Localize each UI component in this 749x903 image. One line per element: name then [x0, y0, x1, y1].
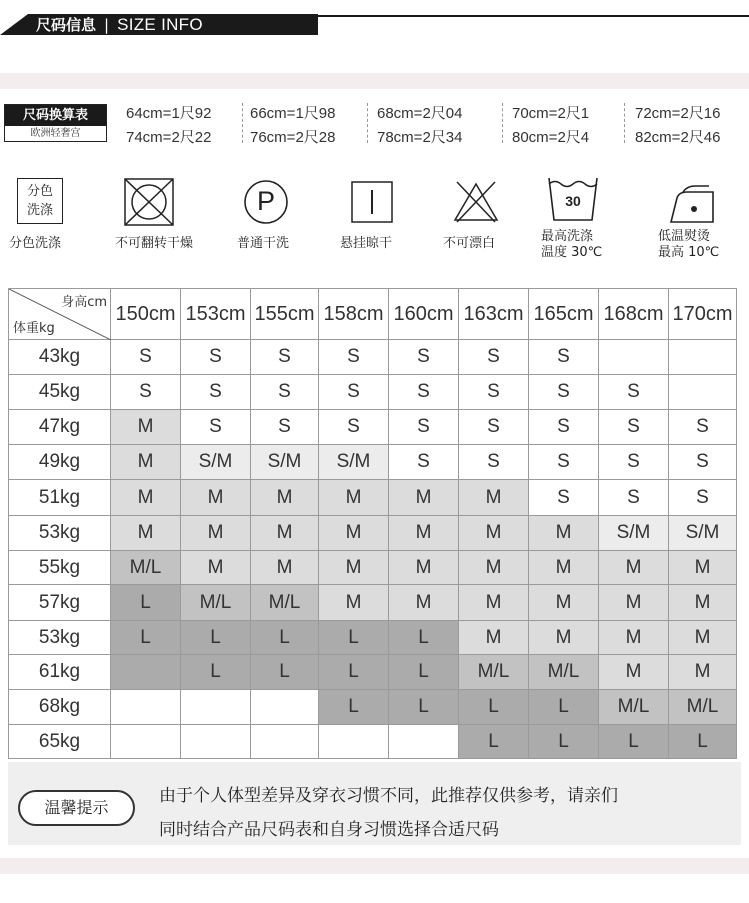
title-cn: 尺码信息 [36, 16, 97, 34]
table-corner [9, 289, 111, 340]
size-cell: S [459, 410, 529, 445]
size-cell [251, 725, 319, 759]
size-cell: M [599, 551, 669, 585]
dry-clean-icon [243, 179, 289, 229]
care-label-no-tumble-dry: 不可翻转干燥 [115, 236, 194, 251]
size-cell: M/L [669, 690, 737, 725]
care-label-wash-30-line2: 温度 30℃ [541, 245, 603, 260]
size-cell: S [529, 340, 599, 375]
size-chart-table [8, 288, 737, 759]
care-label-hang-dry: 悬挂晾干 [340, 236, 393, 251]
size-cell: S [181, 410, 251, 445]
table-row [9, 375, 737, 410]
size-cell: M [389, 516, 459, 551]
no-tumble-dry-icon [124, 178, 174, 230]
conversion-divider [624, 103, 625, 143]
size-cell: M [181, 480, 251, 516]
size-cell: S [111, 340, 181, 375]
size-cell: S [319, 340, 389, 375]
size-cell: S [181, 375, 251, 410]
size-cell: S [111, 375, 181, 410]
size-cell: M [389, 585, 459, 621]
size-cell: M/L [181, 585, 251, 621]
size-cell [319, 725, 389, 759]
header-rule [318, 15, 749, 17]
size-cell [111, 725, 181, 759]
conversion-cell: 66cm=1尺98 [250, 105, 336, 122]
corner-weight-label: 体重kg [13, 321, 55, 336]
size-cell: S [389, 340, 459, 375]
conversion-cell: 70cm=2尺1 [512, 105, 590, 122]
size-cell: S [459, 445, 529, 480]
size-cell: S/M [319, 445, 389, 480]
tip-text-line1: 由于个人体型差异及穿衣习惯不同，此推荐仅供参考，请亲们 [159, 786, 618, 806]
size-cell: S [459, 375, 529, 410]
size-cell: S/M [251, 445, 319, 480]
size-cell [111, 690, 181, 725]
size-cell [389, 725, 459, 759]
size-cell: S [669, 480, 737, 516]
size-cell [251, 690, 319, 725]
size-cell: L [111, 621, 181, 655]
size-cell: S [389, 375, 459, 410]
size-cell: L [389, 621, 459, 655]
size-cell: M [459, 585, 529, 621]
size-cell: S [599, 445, 669, 480]
conversion-subtitle: 欧洲轻奢宫 [30, 128, 81, 139]
size-cell: S [599, 375, 669, 410]
separate-wash-badge-line1: 分色 [26, 184, 53, 199]
conversion-badge [4, 104, 107, 142]
size-cell: M [181, 551, 251, 585]
conversion-title: 尺码换算表 [5, 105, 106, 126]
conversion-divider [502, 103, 503, 143]
table-row [9, 655, 737, 690]
size-cell: L [459, 725, 529, 759]
size-cell [181, 690, 251, 725]
size-cell: M [251, 516, 319, 551]
size-cell: L [181, 655, 251, 690]
table-row [9, 585, 737, 621]
size-cell: S [529, 410, 599, 445]
weight-label: 51kg [9, 480, 111, 516]
size-cell: M [111, 480, 181, 516]
size-cell: M [459, 621, 529, 655]
conversion-divider [242, 103, 243, 143]
table-row [9, 621, 737, 655]
size-cell: M/L [599, 690, 669, 725]
size-cell: S [669, 445, 737, 480]
size-cell: L [111, 585, 181, 621]
conversion-cell: 80cm=2尺4 [512, 129, 590, 146]
size-cell: M [669, 655, 737, 690]
size-chart-body [9, 340, 737, 759]
size-cell: S [389, 445, 459, 480]
conversion-cell: 72cm=2尺16 [635, 105, 721, 122]
footer-band [0, 858, 749, 874]
low-iron-icon [669, 184, 719, 230]
size-cell: M [111, 445, 181, 480]
size-cell [669, 340, 737, 375]
height-header: 163cm [459, 289, 529, 340]
dry-clean-letter: P [256, 186, 275, 216]
corner-height-label: 身高cm [61, 295, 107, 310]
size-cell: L [251, 655, 319, 690]
size-cell: M [319, 585, 389, 621]
conversion-cell: 76cm=2尺28 [250, 129, 336, 146]
table-row [9, 551, 737, 585]
size-cell: M [251, 480, 319, 516]
weight-label: 65kg [9, 725, 111, 759]
size-cell: M [529, 621, 599, 655]
size-cell: L [389, 690, 459, 725]
care-label-wash-30-line1: 最高洗涤 [541, 229, 594, 244]
size-cell: M [459, 516, 529, 551]
size-cell: M [669, 585, 737, 621]
size-cell: S [251, 410, 319, 445]
wash-temp-badge: 30 [565, 193, 581, 209]
size-cell: S [529, 480, 599, 516]
size-cell: M [111, 516, 181, 551]
weight-label: 61kg [9, 655, 111, 690]
separate-wash-badge-line2: 洗涤 [26, 203, 53, 218]
size-cell: M [599, 621, 669, 655]
size-cell: M/L [459, 655, 529, 690]
tip-text-line2: 同时结合产品尺码表和自身习惯选择合适尺码 [159, 820, 499, 840]
size-cell: M/L [529, 655, 599, 690]
height-header: 165cm [529, 289, 599, 340]
size-cell: M [529, 551, 599, 585]
size-cell: S [181, 340, 251, 375]
size-cell: M [251, 551, 319, 585]
table-row [9, 725, 737, 759]
size-cell: M [181, 516, 251, 551]
size-cell: M [389, 551, 459, 585]
weight-label: 68kg [9, 690, 111, 725]
conversion-cell: 74cm=2尺22 [126, 129, 212, 146]
height-header: 155cm [251, 289, 319, 340]
size-cell: L [319, 655, 389, 690]
size-cell: S [599, 410, 669, 445]
size-cell: M [459, 551, 529, 585]
size-cell: M [529, 585, 599, 621]
size-cell: L [389, 655, 459, 690]
height-header: 160cm [389, 289, 459, 340]
size-cell: L [459, 690, 529, 725]
table-row [9, 690, 737, 725]
size-cell: M [389, 480, 459, 516]
size-cell: S/M [181, 445, 251, 480]
size-cell: M [319, 516, 389, 551]
care-label-separate-wash: 分色洗涤 [9, 236, 62, 251]
divider-band [0, 73, 749, 89]
height-header: 170cm [669, 289, 737, 340]
size-cell: S [599, 480, 669, 516]
weight-label: 53kg [9, 516, 111, 551]
size-cell: M/L [251, 585, 319, 621]
size-cell: M [319, 551, 389, 585]
table-row [9, 480, 737, 516]
size-cell: L [669, 725, 737, 759]
conversion-cell: 82cm=2尺46 [635, 129, 721, 146]
size-cell: L [529, 725, 599, 759]
height-header: 158cm [319, 289, 389, 340]
section-title [36, 14, 203, 35]
size-cell: L [319, 690, 389, 725]
table-row [9, 340, 737, 375]
size-cell: S [459, 340, 529, 375]
height-header: 153cm [181, 289, 251, 340]
size-cell: S [389, 410, 459, 445]
size-cell: M [599, 585, 669, 621]
separate-wash-icon [17, 178, 63, 224]
weight-label: 43kg [9, 340, 111, 375]
size-cell: S [529, 375, 599, 410]
weight-label: 45kg [9, 375, 111, 410]
no-bleach-icon [453, 180, 499, 228]
conversion-divider [367, 103, 368, 143]
size-cell: M [529, 516, 599, 551]
title-separator: | [104, 16, 110, 34]
wash-30-icon [547, 176, 599, 226]
size-cell [181, 725, 251, 759]
height-header: 150cm [111, 289, 181, 340]
table-row [9, 445, 737, 480]
height-header: 168cm [599, 289, 669, 340]
size-cell: M [669, 551, 737, 585]
weight-label: 57kg [9, 585, 111, 621]
size-cell: M [459, 480, 529, 516]
size-cell: M [111, 410, 181, 445]
conversion-cell: 64cm=1尺92 [126, 105, 212, 122]
care-label-iron-line2: 最高 10℃ [658, 245, 720, 260]
size-cell: S [251, 340, 319, 375]
size-cell: M [669, 621, 737, 655]
size-cell: M [319, 480, 389, 516]
size-cell: S/M [669, 516, 737, 551]
size-cell: L [251, 621, 319, 655]
size-cell: S [251, 375, 319, 410]
size-cell [111, 655, 181, 690]
table-row [9, 516, 737, 551]
size-cell: L [529, 690, 599, 725]
title-en: SIZE INFO [117, 15, 203, 34]
table-row [9, 410, 737, 445]
tip-badge: 温馨提示 [18, 790, 135, 826]
weight-label: 55kg [9, 551, 111, 585]
size-cell: S/M [599, 516, 669, 551]
size-cell: L [319, 621, 389, 655]
care-label-no-bleach: 不可漂白 [443, 236, 496, 251]
size-cell: S [669, 410, 737, 445]
size-cell: M [599, 655, 669, 690]
weight-label: 47kg [9, 410, 111, 445]
size-cell: L [599, 725, 669, 759]
height-header-row [9, 289, 737, 340]
hang-dry-icon [351, 181, 393, 227]
conversion-cell: 68cm=2尺04 [377, 105, 463, 122]
size-cell [669, 375, 737, 410]
size-cell: S [319, 375, 389, 410]
size-cell: S [319, 410, 389, 445]
size-cell: S [529, 445, 599, 480]
care-label-dry-clean: 普通干洗 [237, 236, 290, 251]
size-cell: L [181, 621, 251, 655]
size-cell: M/L [111, 551, 181, 585]
care-label-iron-line1: 低温熨烫 [658, 229, 711, 244]
weight-label: 49kg [9, 445, 111, 480]
weight-label: 53kg [9, 621, 111, 655]
conversion-cell: 78cm=2尺34 [377, 129, 463, 146]
size-cell [599, 340, 669, 375]
